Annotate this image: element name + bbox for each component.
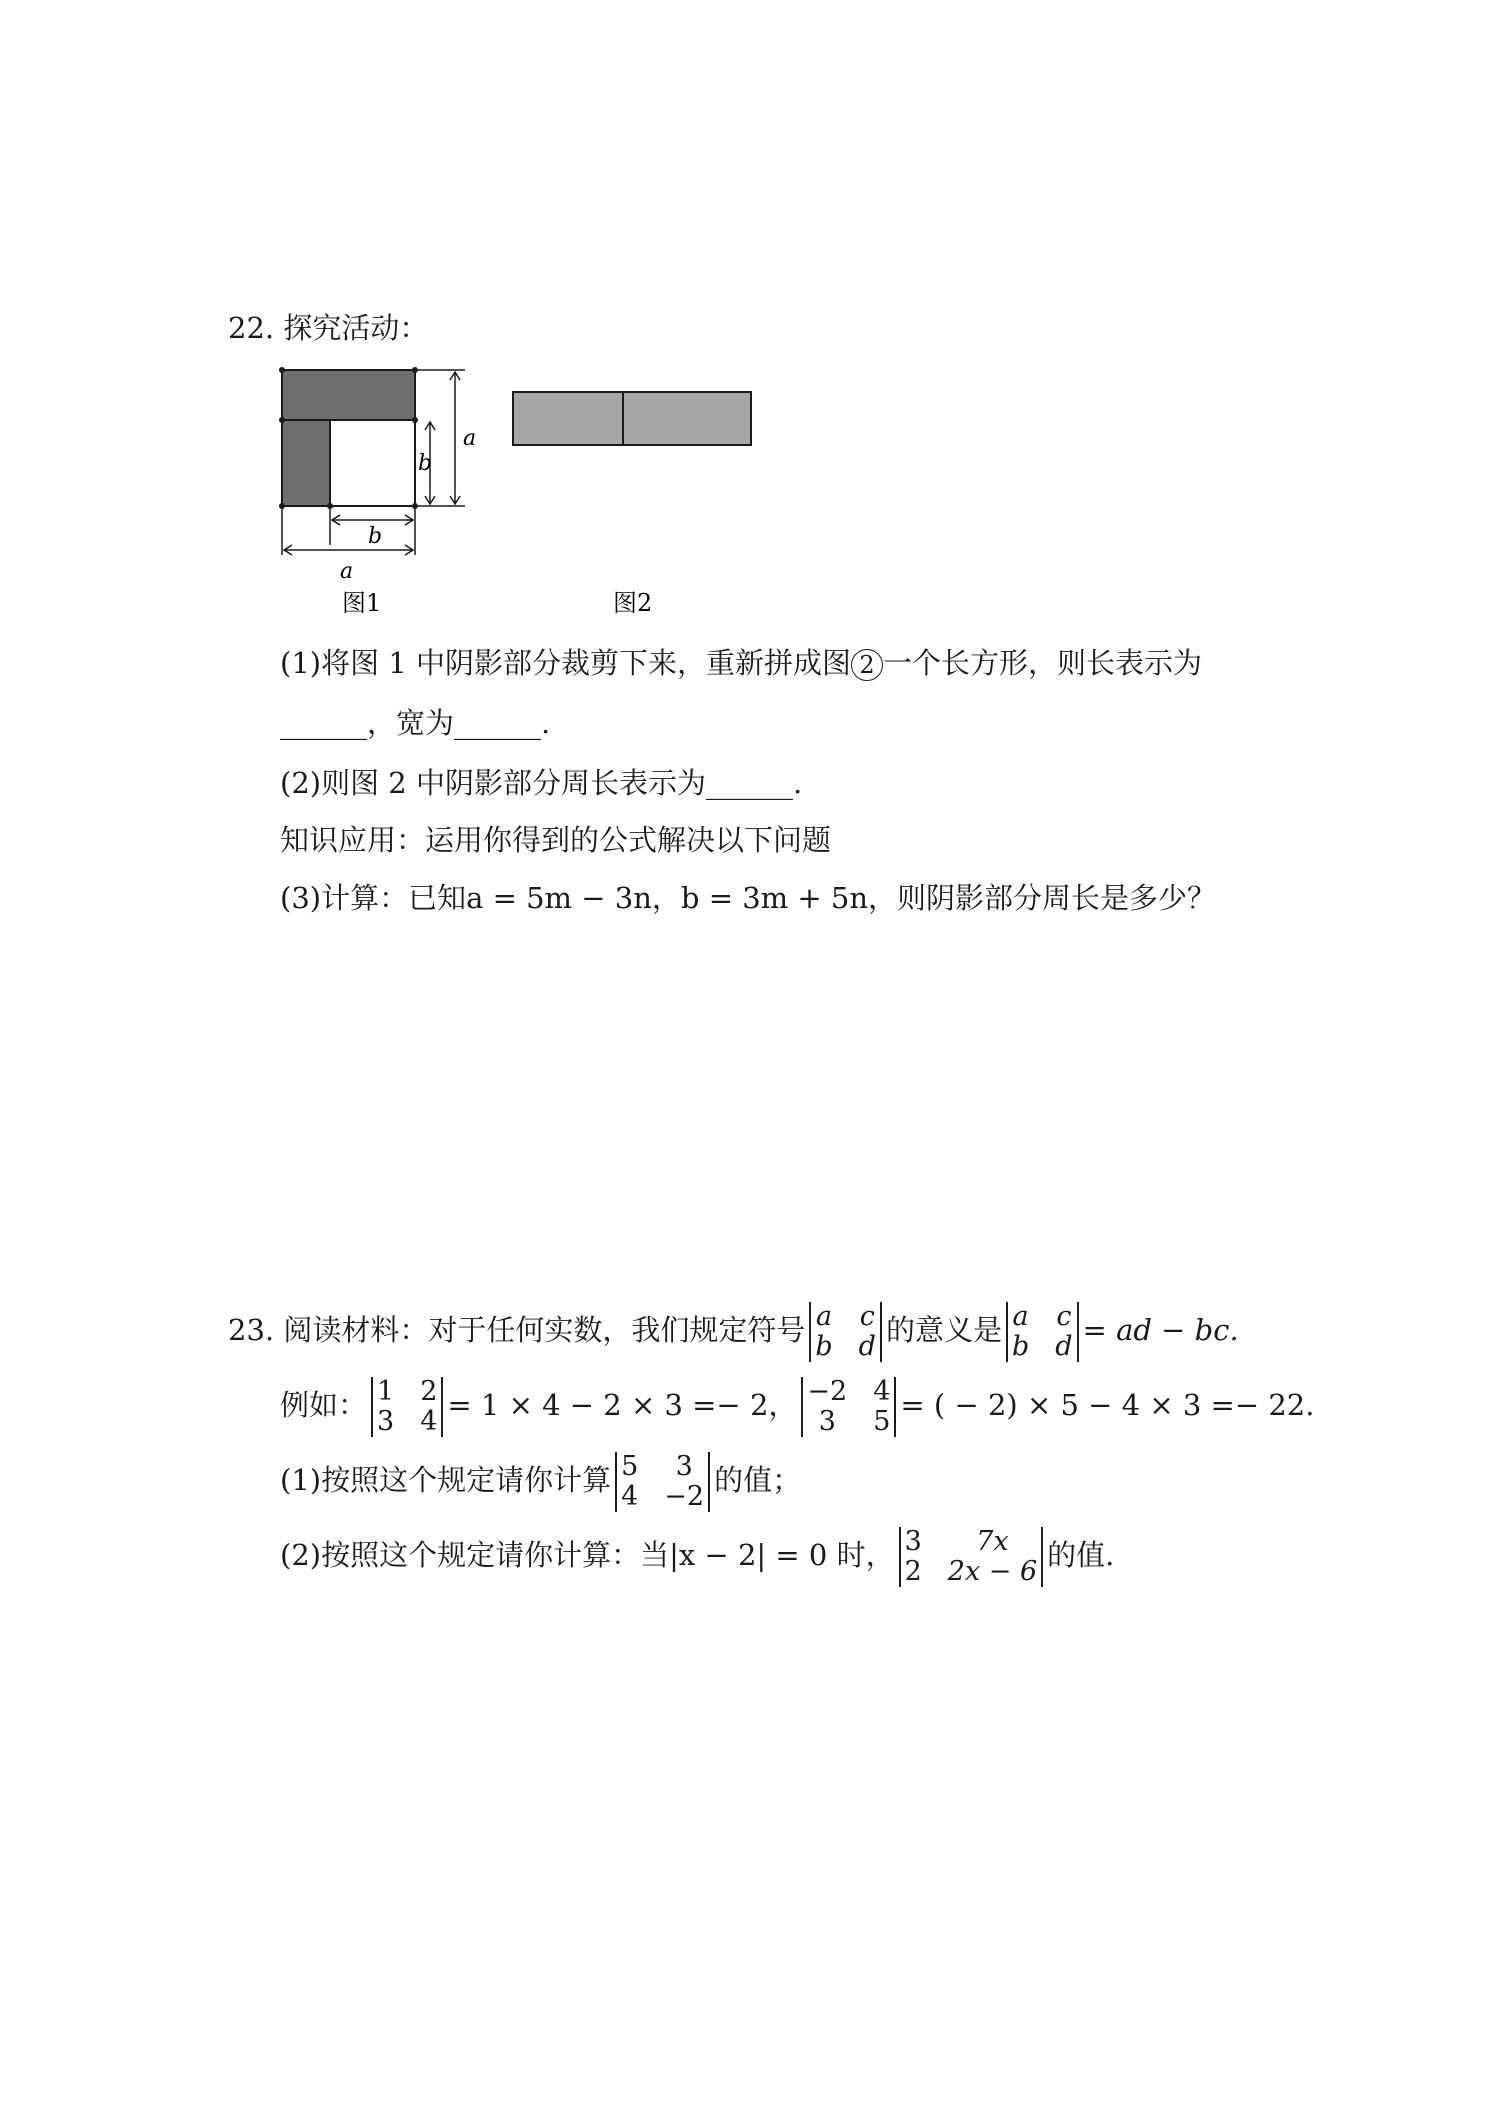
- det-sub1: 5 3 4 −2: [615, 1452, 710, 1512]
- q22-part1-line2: ______，宽为______.: [280, 706, 551, 740]
- q22-part2: (2)则图 2 中阴影部分周长表示为______.: [280, 766, 803, 800]
- fig1-left-shaded: [282, 420, 330, 506]
- fig2-left-rect: [513, 392, 623, 445]
- q23-sub2: (2)按照这个规定请你计算：当|x − 2| = 0 时， 3 7x 2 2x − 6 的值.: [280, 1526, 1115, 1587]
- det-symbol: a c b d: [809, 1302, 882, 1362]
- fig1-label-a-bottom: a: [340, 559, 354, 584]
- det-example-2: −2 4 3 5: [801, 1377, 896, 1437]
- fig1-label-a-right: a: [463, 426, 477, 451]
- q23-intro: 23. 阅读材料：对于任何实数，我们规定符号 a c b d 的意义是 a c b d = ad − bc.: [228, 1301, 1239, 1362]
- circled-number: 2: [851, 649, 883, 681]
- fig2-right-rect: [623, 392, 751, 445]
- figure-2: [505, 380, 765, 620]
- fig1-top-shaded: [282, 370, 415, 420]
- q22-heading: 22. 探究活动：: [228, 311, 429, 345]
- det-example-1: 1 2 3 4: [371, 1377, 443, 1437]
- q23-sub1: (1)按照这个规定请你计算 5 3 4 −2 的值；: [280, 1451, 802, 1512]
- q22-knowledge: 知识应用：运用你得到的公式解决以下问题: [280, 823, 832, 857]
- fig1-label-b-right: b: [418, 451, 433, 476]
- figure-1: [270, 355, 510, 675]
- fig1-inner-square: [330, 420, 415, 506]
- det-symbol-2: a c b d: [1006, 1302, 1079, 1362]
- fig1-caption: 图1: [342, 589, 382, 617]
- q22-part1-line1: (1)将图 1 中阴影部分裁剪下来，重新拼成图 2 一个长方形，则长表示为: [280, 646, 1202, 680]
- det-sub2: 3 7x 2 2x − 6: [899, 1527, 1044, 1587]
- fig1-label-b-bottom: b: [368, 524, 383, 549]
- q23-example: 例如： 1 2 3 4 = 1 × 4 − 2 × 3 =− 2， −2 4 3 5 = ( − 2) × 5 − 4 × 3 =− 22.: [280, 1376, 1315, 1437]
- q22-part3: (3)计算：已知a = 5m − 3n，b = 3m + 5n，则阴影部分周长是多少？: [280, 881, 1217, 915]
- fig2-caption: 图2: [613, 589, 653, 617]
